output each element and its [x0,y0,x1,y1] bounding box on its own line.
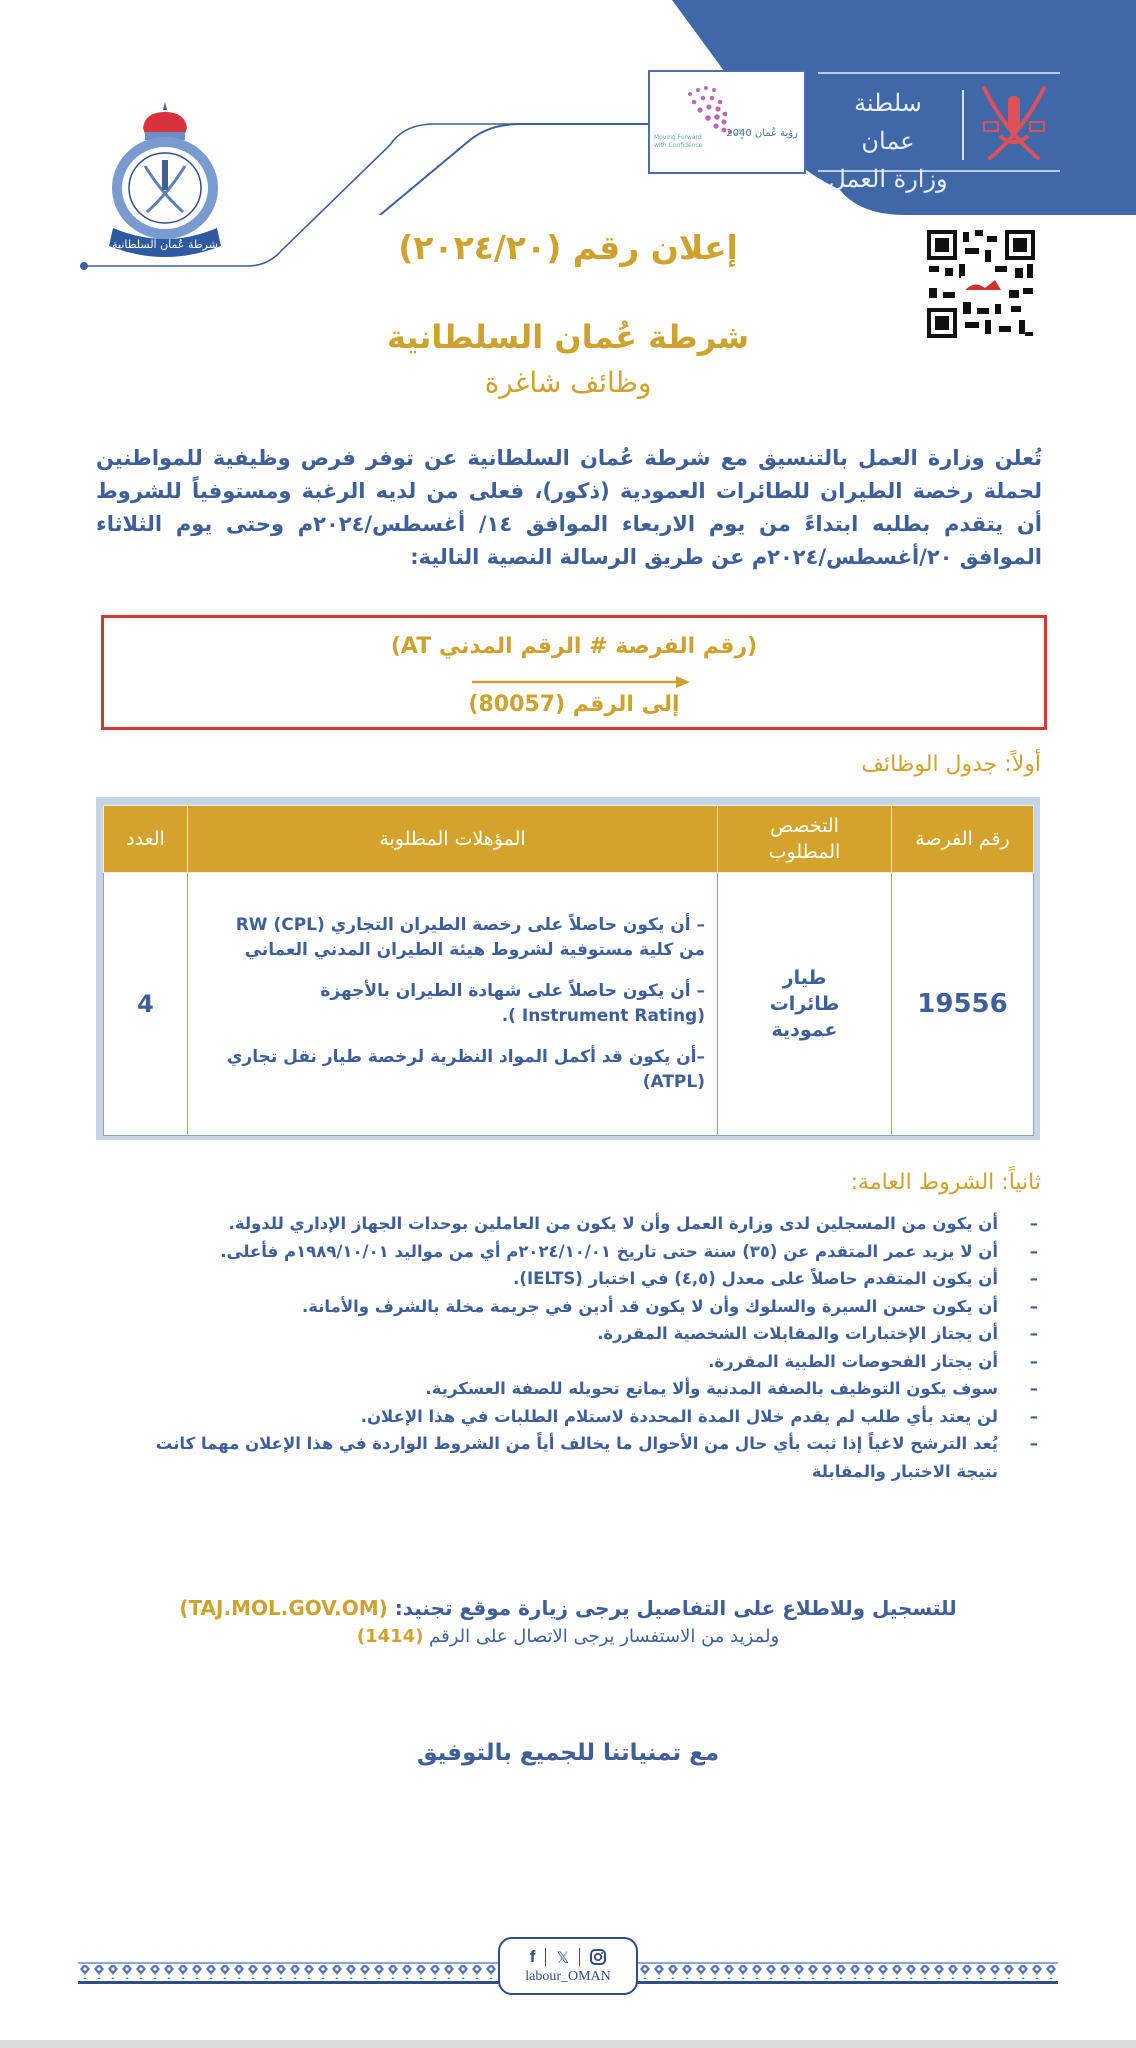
page-bottom-edge [0,2040,1136,2048]
condition-item: – لن يعتد بأي طلب لم يقدم خلال المدة المحددة لاستلام الطلبات في هذا الإعلان. [120,1403,1040,1431]
condition-item: – أن لا يزيد عمر المتقدم عن (٣٥) سنة حتى تاريخ ٢٠٢٤/١٠/٠١م أي من مواليد ١٩٨٩/١٠/٠١م فأعلى. [120,1238,1040,1266]
column-header-count: العدد [104,806,188,873]
arrow-right-icon [472,676,690,688]
inquiry-text: ولمزيد من الاستفسار يرجى الاتصال على الرقم [423,1626,780,1647]
condition-item: – يُعد الترشح لاغياً إذا ثبت بأي حال من الأحوال ما يخالف أياً من الشروط الواردة في هذا الإعلان مهما كانت نتيجة الاختبار والمقابلة [120,1430,1040,1485]
ministry-of-labour-logo [818,72,1060,193]
phone-number[interactable]: (1414) [356,1626,424,1647]
icon-divider [579,1948,580,1966]
condition-item: – سوف يكون التوظيف بالصفة المدنية وألا يمانع تحويله للصفة العسكرية. [120,1375,1040,1403]
jobs-section-heading: أولاً: جدول الوظائف [861,752,1041,777]
registration-line [0,1596,1136,1620]
condition-item: – أن يجتاز الإختبارات والمقابلات الشخصية المقررة. [120,1320,1040,1348]
icon-divider [545,1948,546,1966]
qualification-item: – أن يكون حاصلاً على رخصة الطيران التجاري RW (CPL) من كلية مستوفية لشروط هيئة الطيران المدني العماني [235,915,705,960]
jobs-table [103,805,1034,1136]
ministry-name-line1: سلطنة عمان [854,89,922,155]
intro-paragraph: تُعلن وزارة العمل بالتنسيق مع شرطة عُمان السلطانية عن توفر فرص وظيفية للمواطنين لحملة رخصة الطيران للطائرات العمودية (ذكور)، فعلى من لديه الرغبة ومستوفياً للشروط أن يتقدم بطلبه ابتداءً من يوم الاربعاء الموافق ١٤/ أغسطس/٢٠٢٤م وحتى يوم الثلاثاء الموافق ٢٠/أغسطس/٢٠٢٤م عن طريق الرسالة النصية التالية: [96,446,1042,569]
ministry-name-line2: وزارة العمل [828,165,948,193]
announcement-number-title: إعلان رقم (٢٠٢٤/٢٠) [398,228,738,267]
column-header-qualifications: المؤهلات المطلوبة [188,806,718,873]
sms-format: (رقم الفرصة # الرقم المدني AT) [390,634,758,659]
qualification-item: –أن يكون قد أكمل المواد النظرية لرخصة طيار نقل تجاري (ATPL) [226,1047,705,1092]
facebook-icon[interactable]: f [529,1947,536,1966]
organization-title: شرطة عُمان السلطانية [386,318,750,356]
condition-item: – أن يكون من المسجلين لدى وزارة العمل وأن لا يكون من العاملين بوحدات الجهاز الإداري للدولة. [120,1210,1040,1238]
condition-item: – أن يكون حسن السيرة والسلوك وأن لا يكون قد أدين في جريمة مخلة بالشرف والأمانة. [120,1293,1040,1321]
opportunity-number: 19556 [892,873,1034,1136]
column-header-opportunity-no: رقم الفرصة [892,806,1034,873]
closing-wishes: مع تمنياتنا للجميع بالتوفيق [416,1740,720,1766]
svg-text:شرطة عُمان السلطانية: شرطة عُمان السلطانية [112,238,218,251]
sms-destination-number: إلى الرقم (80057) [468,692,680,717]
vision-tagline: Moving Forward with Confidence [654,134,703,149]
conditions-section-heading: ثانياً: الشروط العامة: [850,1170,1041,1195]
conditions-list [120,1210,1040,1485]
vacancies-subtitle: وظائف شاغرة [484,366,652,399]
website-link[interactable]: (TAJ.MOL.GOV.OM) [179,1596,388,1620]
qualifications-cell [188,873,718,1136]
vision-logo-text: رؤية عُمان 2040 [726,128,798,139]
oman-vision-2040-logo [648,70,806,174]
inquiry-line [0,1626,1136,1647]
registration-text: للتسجيل وللاطلاع على التفاصيل يرجى زيارة موقع تجنيد: [387,1596,957,1620]
column-header-specialization: التخصص المطلوب [718,806,892,873]
jobs-table-container [96,797,1040,1140]
condition-item: – أن يجتاز الفحوصات الطبية المقررة. [120,1348,1040,1376]
oman-national-emblem-icon [976,82,1052,164]
condition-item: – أن يكون المتقدم حاصلاً على معدل (٤,٥) في اختبار (IELTS). [120,1265,1040,1293]
social-media-handle-box [498,1937,638,1995]
logo-divider [962,90,964,160]
sms-instructions-box [101,615,1047,730]
instagram-icon[interactable] [590,1949,606,1965]
social-handle[interactable]: labour_OMAN [525,1969,611,1984]
specialization: طيار طائرات عمودية [718,873,892,1136]
table-row [104,873,1034,1136]
x-icon[interactable]: 𝕏 [556,1947,570,1967]
qualification-item: – أن يكون حاصلاً على شهادة الطيران بالأجهزة (Instrument Rating ). [320,981,705,1026]
vacancy-count: 4 [104,873,188,1136]
